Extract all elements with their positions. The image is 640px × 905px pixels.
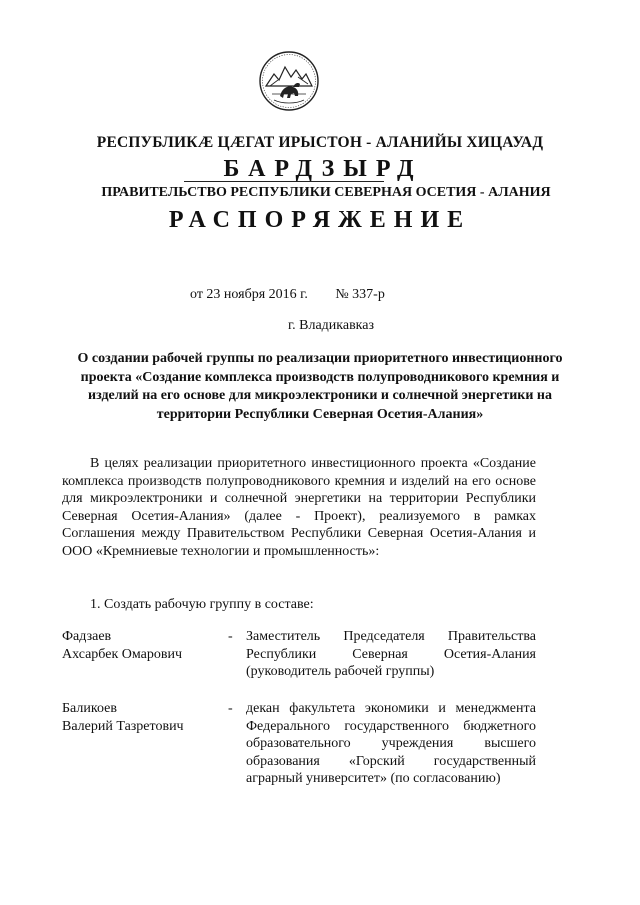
document-title: О создании рабочей группы по реализации приоритетного инвестиционного проекта «Создание комплекса производств полупроводникового кремния и изделий на его основе для микроэлектроники и солнечной энергетики на территории Республики Северная Осетия-Алания» — [77, 351, 563, 422]
member-given-names: Валерий Тазретович — [62, 718, 184, 734]
member-name — [62, 700, 222, 735]
ossetian-document-type: БАРДЗЫРД — [223, 156, 423, 182]
member-surname: Баликоев — [62, 701, 117, 716]
member-role: Заместитель Председателя Правительства Республики Северная Осетия-Алания (руководитель рабочей группы) — [246, 629, 536, 679]
member-dash: - — [228, 629, 233, 644]
ossetian-government-title: РЕСПУБЛИКӔ ЦӔГАТ ИРЫСТОН - АЛАНИЙЫ ХИЦАУАД — [96, 134, 544, 151]
russian-government-title: ПРАВИТЕЛЬСТВО РЕСПУБЛИКИ СЕВЕРНАЯ ОСЕТИЯ - АЛАНИЯ — [101, 185, 551, 200]
preamble-paragraph: В целях реализации приоритетного инвестиционного проекта «Создание комплекса производств полупроводникового кремния и изделий на его основе для микроэлектроники и солнечной энергетики на территории Республики Северная Осетия-Алания» (далее - Проект), реализуемого в рамках Соглашения между Правительством Республики Северная Осетия-Алания и ООО «Кремниевые технологии и промышленность»: — [62, 456, 536, 559]
russian-document-type: РАСПОРЯЖЕНИЕ — [168, 207, 472, 233]
date-line — [190, 287, 385, 303]
member-role: декан факультета экономики и менеджмента Федерального государственного бюджетного образовательного учреждения высшего образования «Горский государственный аграрный университет» (по согласованию) — [246, 701, 536, 786]
member-surname: Фадзаев — [62, 629, 112, 644]
header-divider — [184, 181, 384, 182]
member-name — [62, 628, 222, 663]
document-date: от 23 ноября 2016 г. — [190, 287, 308, 302]
item-1: 1. Создать рабочую группу в составе: — [90, 597, 314, 612]
member-given-names: Ахсарбек Омарович — [62, 646, 182, 662]
coat-of-arms-emblem — [258, 50, 320, 112]
document-number: № 337-р — [335, 287, 385, 302]
city: г. Владикавказ — [287, 318, 375, 333]
member-dash: - — [228, 701, 233, 716]
